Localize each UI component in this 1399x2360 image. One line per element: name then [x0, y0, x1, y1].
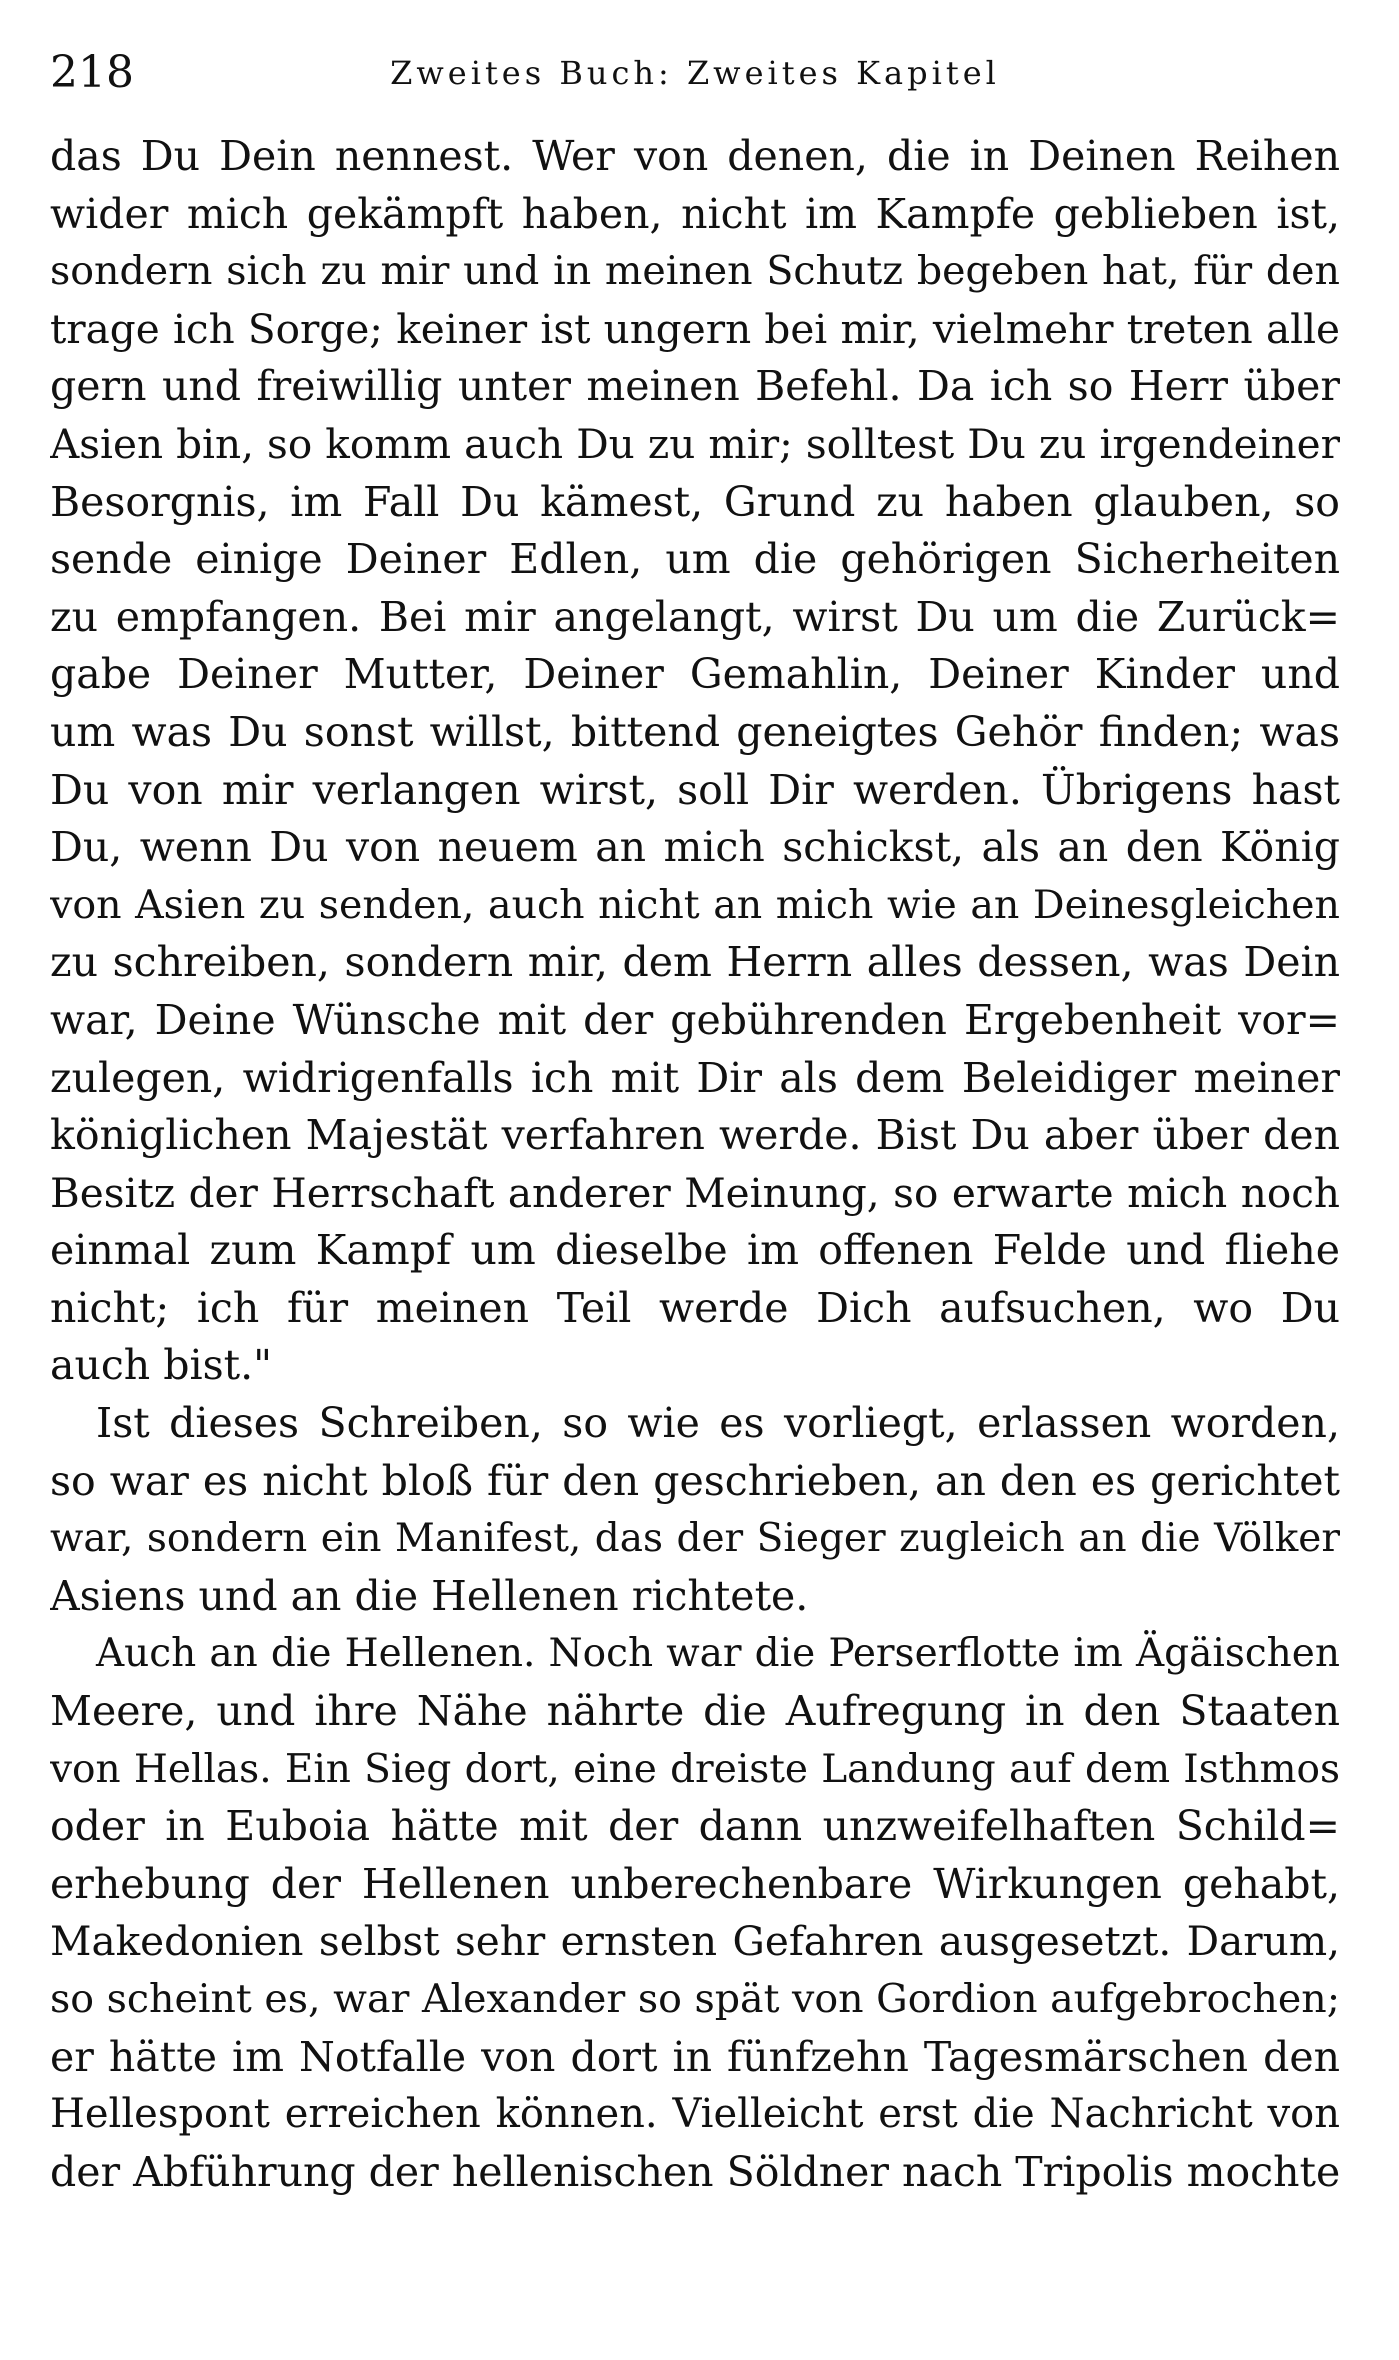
text-line: sondern sich zu mir und in meinen Schutz begeben hat, für den: [50, 248, 1340, 295]
text-line: trage ich Sorge; keiner ist ungern bei mir, vielmehr treten alle: [50, 304, 1340, 353]
text-line: Du von mir verlangen wirst, soll Dir werden. Übrigens hast: [50, 765, 1340, 814]
page-number: 218: [50, 47, 134, 98]
text-line: um was Du sonst willst, bittend geneigtes Gehör finden; was: [50, 707, 1340, 756]
text-line: er hätte im Notfalle von dort in fünfzehn Tagesmärschen den: [50, 2032, 1340, 2081]
text-line: so war es nicht bloß für den geschrieben, an den es gerichtet: [50, 1456, 1340, 1505]
text-line: von Hellas. Ein Sieg dort, eine dreiste Landung auf dem Isthmos: [50, 1746, 1340, 1792]
text-line: Du, wenn Du von neuem an mich schickst, als an den König: [50, 823, 1340, 872]
text-line: nicht; ich für meinen Teil werde Dich aufsuchen, wo Du: [50, 1283, 1340, 1332]
text-line: das Du Dein nennest. Wer von denen, die in Deinen Reihen: [50, 132, 1340, 180]
text-line: von Asien zu senden, auch nicht an mich wie an Deinesgleichen: [50, 881, 1340, 928]
text-line: zu empfangen. Bei mir angelangt, wirst Du um die Zurück=: [50, 592, 1340, 641]
text-line: Meere, und ihre Nähe nährte die Aufregung in den Staaten: [50, 1687, 1340, 1736]
text-line: Auch an die Hellenen. Noch war die Perserflotte im Ägäischen: [96, 1631, 1340, 1677]
text-line: zulegen, widrigenfalls ich mit Dir als dem Beleidiger meiner: [50, 1053, 1340, 1102]
text-line: gern und freiwillig unter meinen Befehl. Da ich so Herr über: [50, 362, 1340, 411]
text-line: war, sondern ein Manifest, das der Sieger zugleich an die Völker: [50, 1516, 1340, 1562]
text-line: einmal zum Kampf um dieselbe im offenen Felde und fliehe: [50, 1226, 1340, 1275]
running-head: Zweites Buch: Zweites Kapitel: [390, 54, 1000, 92]
text-line: auch bist.": [50, 1341, 273, 1390]
text-line: Makedonien selbst sehr ernsten Gefahren ausgesetzt. Darum,: [50, 1917, 1340, 1966]
text-line: Hellespont erreichen können. Vielleicht erst die Nachricht von: [50, 2091, 1340, 2138]
text-line: der Abführung der hellenischen Söldner nach Tripolis mochte: [50, 2147, 1340, 2196]
text-line: sende einige Deiner Edlen, um die gehörigen Sicherheiten: [50, 535, 1340, 584]
text-line: so scheint es, war Alexander so spät von Gordion aufgebrochen;: [50, 1976, 1340, 2022]
text-line: zu schreiben, sondern mir, dem Herrn alles dessen, was Dein: [50, 938, 1340, 987]
text-line: gabe Deiner Mutter, Deiner Gemahlin, Deiner Kinder und: [50, 650, 1340, 699]
text-line: Asien bin, so komm auch Du zu mir; solltest Du zu irgendeiner: [50, 419, 1340, 468]
text-line: Ist dieses Schreiben, so wie es vorliegt, erlassen worden,: [96, 1399, 1340, 1448]
body-text: [50, 128, 1340, 2201]
text-line: war, Deine Wünsche mit der gebührenden Ergebenheit vor=: [50, 995, 1340, 1044]
text-line: königlichen Majestät verfahren werde. Bist Du aber über den: [50, 1111, 1340, 1160]
text-line: Asiens und an die Hellenen richtete.: [50, 1571, 809, 1620]
page-header: [50, 38, 1340, 108]
text-line: erhebung der Hellenen unberechenbare Wirkungen gehabt,: [50, 1859, 1340, 1908]
text-line: oder in Euboia hätte mit der dann unzweifelhaften Schild=: [50, 1802, 1340, 1851]
text-line: wider mich gekämpft haben, nicht im Kampfe geblieben ist,: [50, 189, 1340, 238]
text-line: Besitz der Herrschaft anderer Meinung, so erwarte mich noch: [50, 1168, 1340, 1217]
text-line: Besorgnis, im Fall Du kämest, Grund zu haben glauben, so: [50, 477, 1340, 526]
